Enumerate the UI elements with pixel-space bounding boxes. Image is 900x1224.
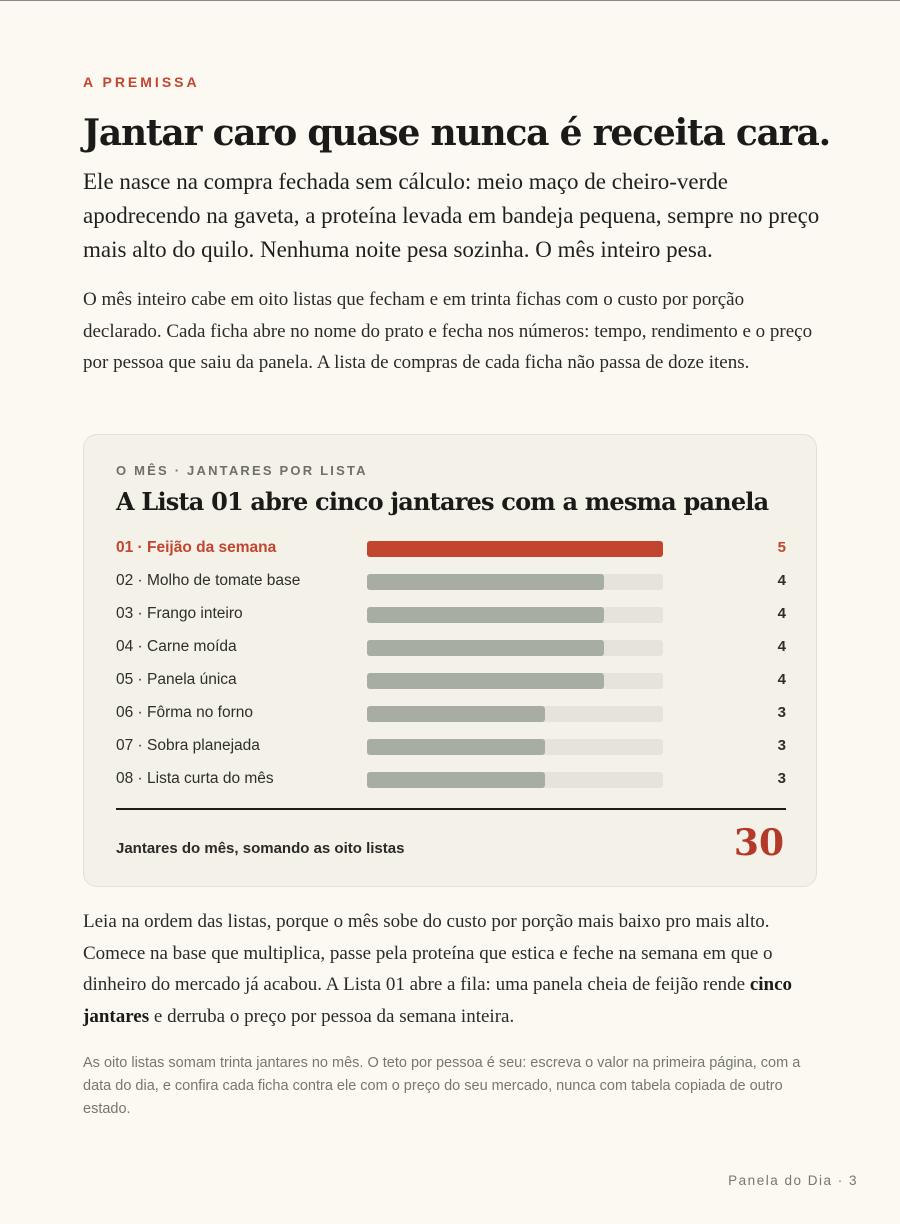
- bar-row: [116, 666, 786, 699]
- total-label: Jantares do mês, somando as oito listas: [116, 840, 405, 857]
- bar-row: [116, 600, 786, 633]
- bar-value: 4: [777, 572, 786, 589]
- section-eyebrow: A PREMISSA: [83, 74, 200, 90]
- bar-track: [367, 574, 663, 590]
- bar-label: 06 · Fôrma no forno: [116, 704, 253, 721]
- bar-value: 3: [777, 704, 786, 721]
- bar: [367, 541, 663, 557]
- bar: [367, 739, 545, 755]
- bar-track: [367, 541, 663, 557]
- bar-value: 4: [777, 671, 786, 688]
- page-footer: Panela do Dia · 3: [728, 1173, 858, 1188]
- bar-label: 02 · Molho de tomate base: [116, 572, 301, 589]
- bar-label: 03 · Frango inteiro: [116, 605, 243, 622]
- bar-label: 08 · Lista curta do mês: [116, 770, 274, 787]
- reading-guide-paragraph: [83, 906, 817, 1032]
- bar-value: 4: [777, 605, 786, 622]
- bar: [367, 772, 545, 788]
- bar-track: [367, 706, 663, 722]
- total-value: 30: [733, 822, 784, 864]
- intro-paragraph: O mês inteiro cabe em oito listas que fecham e em trinta fichas com o custo por porção declarado. Cada ficha abre no nome do prato e fecha nos números: tempo, rendimento e o preço por pessoa que saiu da panela. A lista de compras de cada ficha não passa de doze itens.: [83, 289, 813, 373]
- bar-track: [367, 739, 663, 755]
- bar-label: 04 · Carne moída: [116, 638, 237, 655]
- reading-guide-text-end: e derruba o preço por pessoa da semana inteira.: [149, 1005, 515, 1027]
- chart-card: [83, 434, 817, 887]
- bar-track: [367, 673, 663, 689]
- page-headline: Jantar caro quase nunca é receita cara.: [83, 112, 830, 154]
- bar-chart: [116, 534, 786, 798]
- chart-eyebrow: O MÊS · JANTARES POR LISTA: [116, 463, 368, 478]
- total-divider: [116, 808, 786, 810]
- bar-label: 05 · Panela única: [116, 671, 237, 688]
- bar: [367, 673, 604, 689]
- bar-row: [116, 732, 786, 765]
- footnote: As oito listas somam trinta jantares no mês. O teto por pessoa é seu: escreva o valor na primeira página, com a data do dia, e confira cada ficha contra ele com o preço do seu mercado, nunca com tabela copiada de outro estado.: [83, 1055, 801, 1117]
- reading-guide-text: Leia na ordem das listas, porque o mês sobe do custo por porção mais baixo pro mais alto. Comece na base que multiplica, passe pela proteína que estica e feche na semana em que o dinheiro do mercado já acabou. A Lista 01 abre a fila: uma panela cheia de feijão rende: [83, 911, 773, 995]
- bar-label: 01 · Feijão da semana: [116, 539, 277, 556]
- bar-track: [367, 772, 663, 788]
- lead-paragraph: Ele nasce na compra fechada sem cálculo: meio maço de cheiro-verde apodrecendo na gaveta, a proteína levada em bandeja pequena, sempre no preço mais alto do quilo. Nenhuma noite pesa sozinha. O mês inteiro pesa.: [83, 169, 820, 262]
- bar-row: [116, 699, 786, 732]
- bar-row: [116, 633, 786, 666]
- bar: [367, 574, 604, 590]
- bar-track: [367, 640, 663, 656]
- bar-track: [367, 607, 663, 623]
- bar-value: 4: [777, 638, 786, 655]
- bar: [367, 640, 604, 656]
- bar-label: 07 · Sobra planejada: [116, 737, 260, 754]
- bar-row: [116, 765, 786, 798]
- bar: [367, 706, 545, 722]
- reading-guide-emphasis: cinco jantares: [83, 974, 793, 1027]
- bar-row: [116, 534, 786, 567]
- bar-value: 5: [777, 539, 786, 556]
- bar-row: [116, 567, 786, 600]
- bar-value: 3: [777, 737, 786, 754]
- chart-title: A Lista 01 abre cinco jantares com a mesma panela: [116, 487, 769, 516]
- bar: [367, 607, 604, 623]
- bar-value: 3: [777, 770, 786, 787]
